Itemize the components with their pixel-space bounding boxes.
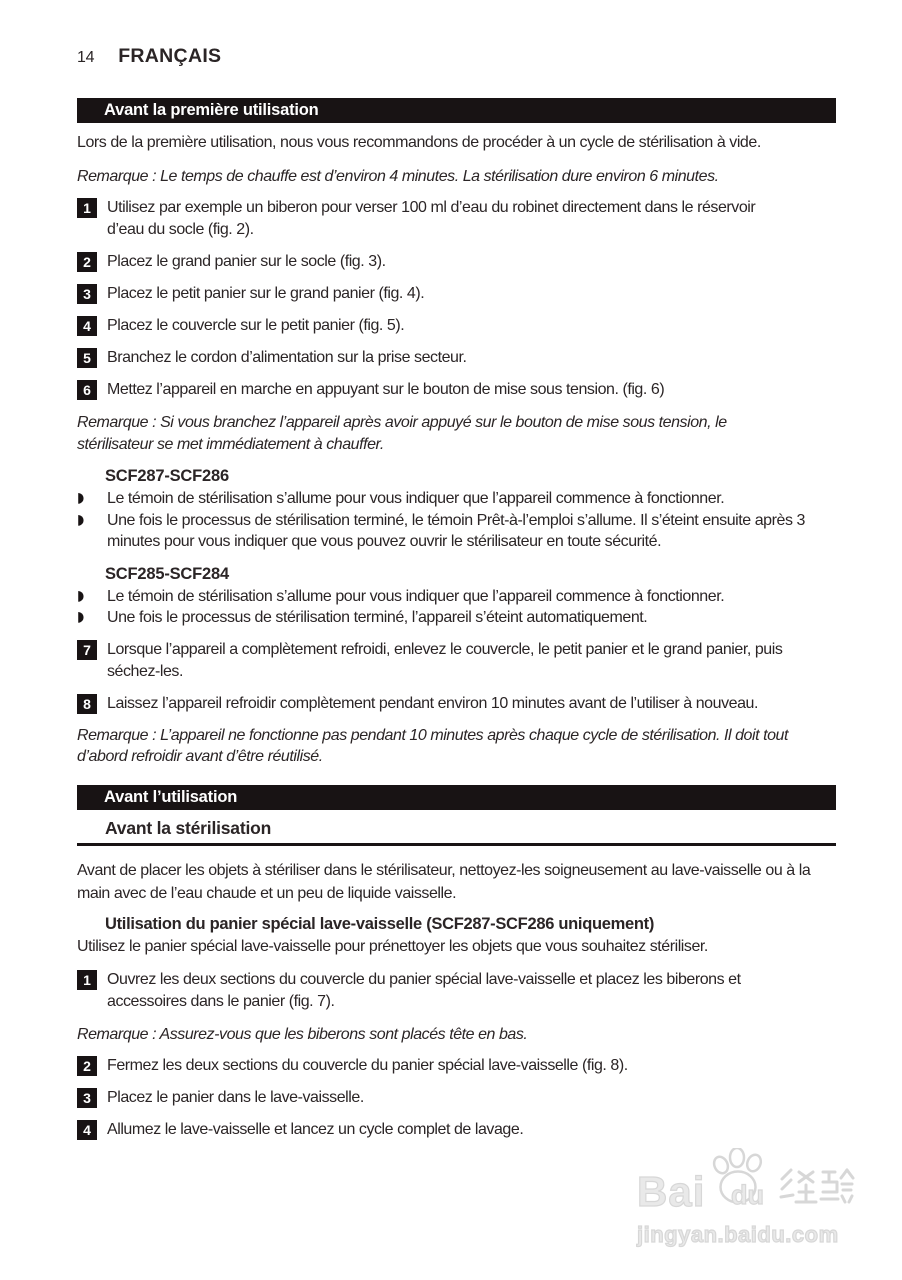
step-item [77, 969, 836, 1013]
step-number-badge: 3 [77, 1088, 97, 1108]
step-text: Placez le panier dans le lave-vaisselle. [107, 1089, 364, 1107]
bullet-icon: ◗ [77, 587, 85, 604]
watermark-brand-right: du [731, 1180, 764, 1210]
bullet-item [77, 586, 836, 608]
step-item [77, 315, 836, 337]
bullet-icon: ◗ [77, 609, 85, 625]
step-text: Utilisez par exemple un biberon pour verser 100 ml d’eau du robinet directement dans le réservoir d’eau du socle (fig. 2). [107, 199, 756, 238]
model-subheading: SCF285-SCF284 [105, 564, 229, 583]
step-text: Placez le couvercle sur le petit panier (fig. 5). [107, 317, 405, 334]
page-header [77, 0, 836, 68]
step-text: Placez le grand panier sur le socle (fig. 3). [107, 253, 386, 270]
step-text: Ouvrez les deux sections du couvercle du panier spécial lave-vaisselle et placez les biberons et accessoires dans le panier (fig. 7). [107, 970, 741, 1010]
step-number-badge: 2 [77, 1056, 97, 1076]
bullet-text: Une fois le processus de stérilisation terminé, le témoin Prêt-à-l’emploi s’allume. Il s’éteint ensuite après 3 minutes pour vous indiquer que vous pouvez ouvrir le stérilisateur en toute sécurité. [107, 511, 805, 550]
step-number-badge: 3 [77, 284, 97, 304]
remark-note: Remarque : Si vous branchez l’appareil après avoir appuyé sur le bouton de mise sous tension, le stérilisateur se met immédiatement à chauffer. [77, 414, 727, 453]
step-item [77, 283, 836, 305]
subsection-heading: Avant la stérilisation [77, 818, 836, 846]
step-number-badge: 1 [77, 198, 97, 218]
step-number-badge: 8 [77, 694, 97, 714]
intro-paragraph: Avant de placer les objets à stériliser dans le stérilisateur, nettoyez-les soigneusement au lave-vaisselle ou à la main avec de l’eau chaude et un peu de liquide vaisselle. [77, 862, 811, 902]
bullet-icon: ◗ [77, 511, 85, 528]
step-number-badge: 2 [77, 252, 97, 272]
bullet-item [77, 510, 836, 553]
bullet-text: Le témoin de stérilisation s’allume pour vous indiquer que l’appareil commence à fonctionner. [107, 490, 725, 507]
step-item [77, 693, 836, 715]
bullet-text: Le témoin de stérilisation s’allume pour vous indiquer que l’appareil commence à fonctionner. [107, 587, 725, 605]
basket-usage-heading: Utilisation du panier spécial lave-vaisselle (SCF287-SCF286 uniquement) [105, 915, 655, 934]
bullet-item [77, 488, 836, 510]
step-number-badge: 4 [77, 1120, 97, 1140]
watermark-url: jingyan.baidu.com [637, 1222, 839, 1247]
step-item [77, 1087, 836, 1109]
step-number-badge: 7 [77, 640, 97, 660]
step-item [77, 197, 836, 241]
section-title-bar: Avant l’utilisation [77, 785, 836, 810]
step-text: Allumez le lave-vaisselle et lancez un cycle complet de lavage. [107, 1121, 524, 1139]
basket-intro-paragraph: Utilisez le panier spécial lave-vaisselle pour prénettoyer les objets que vous souhaitez stériliser. [77, 938, 708, 956]
section-title-bar: Avant la première utilisation [77, 98, 836, 123]
page-language-title: FRANÇAIS [118, 45, 222, 67]
intro-paragraph: Lors de la première utilisation, nous vous recommandons de procéder à un cycle de stérilisation à vide. [77, 134, 761, 151]
remark-note: Remarque : Le temps de chauffe est d’environ 4 minutes. La stérilisation dure environ 6 minutes. [77, 167, 719, 185]
step-text: Placez le petit panier sur le grand panier (fig. 4). [107, 285, 425, 302]
step-item [77, 347, 836, 369]
step-item [77, 251, 836, 273]
step-number-badge: 1 [77, 970, 97, 990]
remark-note: Remarque : Assurez-vous que les biberons sont placés tête en bas. [77, 1025, 528, 1043]
step-item [77, 1055, 836, 1077]
watermark-cjk-characters [777, 1166, 855, 1208]
step-number-badge: 4 [77, 316, 97, 336]
model-subheading: SCF287-SCF286 [105, 467, 229, 485]
step-text: Fermez les deux sections du couvercle du panier spécial lave-vaisselle (fig. 8). [107, 1057, 628, 1075]
page-number: 14 [77, 49, 95, 66]
step-item [77, 639, 836, 683]
step-number-badge: 5 [77, 348, 97, 368]
remark-note: Remarque : L’appareil ne fonctionne pas pendant 10 minutes après chaque cycle de stérilisation. Il doit tout d’abord refroidir avant d’être réutilisé. [77, 726, 788, 765]
watermark-logo-row [637, 1150, 887, 1215]
step-text: Lorsque l’appareil a complètement refroidi, enlevez le couvercle, le petit panier et le grand panier, puis séchez-les. [107, 640, 783, 680]
step-number-badge: 6 [77, 380, 97, 400]
step-text: Mettez l’appareil en marche en appuyant sur le bouton de mise sous tension. (fig. 6) [107, 381, 665, 398]
step-text: Branchez le cordon d’alimentation sur la prise secteur. [107, 349, 467, 366]
watermark [637, 1150, 887, 1248]
bullet-text: Une fois le processus de stérilisation terminé, l’appareil s’éteint automatiquement. [107, 609, 648, 626]
bullet-icon: ◗ [77, 490, 85, 506]
step-text: Laissez l’appareil refroidir complètement pendant environ 10 minutes avant de l’utiliser à nouveau. [107, 694, 758, 712]
bullet-item [77, 607, 836, 629]
watermark-brand-left: Bai [637, 1168, 706, 1215]
step-item [77, 1119, 836, 1141]
step-item [77, 379, 836, 401]
